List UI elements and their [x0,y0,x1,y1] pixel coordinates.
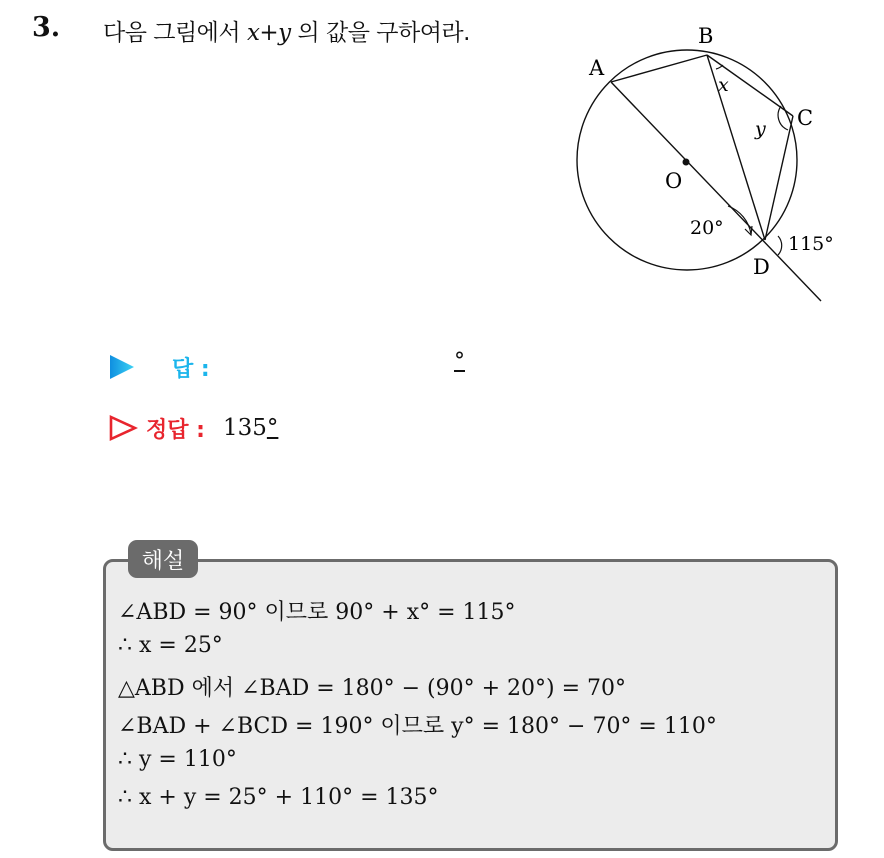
label-o: O [665,169,683,193]
answer-blank-unit: ° [454,349,465,374]
geometry-figure [555,18,845,313]
problem-number: 3. [32,12,61,43]
line-ad-extended [611,82,821,301]
correct-answer-label: 정답 : [146,417,205,443]
question-expression: x+y [246,20,291,46]
label-angle-115: 115° [788,233,834,255]
label-c: C [797,106,814,130]
arc-x [716,65,723,69]
arc-20 [728,206,751,234]
solution-lines [118,595,717,823]
outline-triangle-icon [108,414,138,442]
solution-line: ∴ y = 110° [118,747,237,772]
solution-line: ∴ x = 25° [118,633,223,658]
label-a: A [589,56,605,80]
question-prefix: 다음 그림에서 [103,20,241,46]
question-text [103,14,470,47]
correct-answer-number: 135 [222,415,267,441]
label-x: x [718,74,729,96]
label-b: B [698,24,714,48]
answer-row [108,351,210,383]
label-angle-20: 20° [690,217,724,239]
solution-line: ∠ABD = 90° 이므로 90° + x° = 115° [118,600,516,625]
question-suffix: 의 값을 구하여라. [297,20,470,46]
solution-title: 해설 [128,540,198,578]
label-d: D [753,255,770,279]
correct-answer-value [223,415,278,441]
arc-115 [778,236,782,255]
solution-line: ∠BAD + ∠BCD = 190° 이므로 y° = 180° − 70° = 110° [118,714,717,739]
label-y: y [755,118,766,140]
solution-line: △ABD 에서 ∠BAD = 180° − (90° + 20°) = 70° [118,676,627,701]
play-triangle-icon [108,354,136,380]
center-point [683,159,690,166]
correct-answer-unit: ° [266,415,279,441]
correct-answer-row [108,412,278,444]
solution-line: ∴ x + y = 25° + 110° = 135° [118,785,439,810]
answer-label: 답 : [172,356,210,382]
